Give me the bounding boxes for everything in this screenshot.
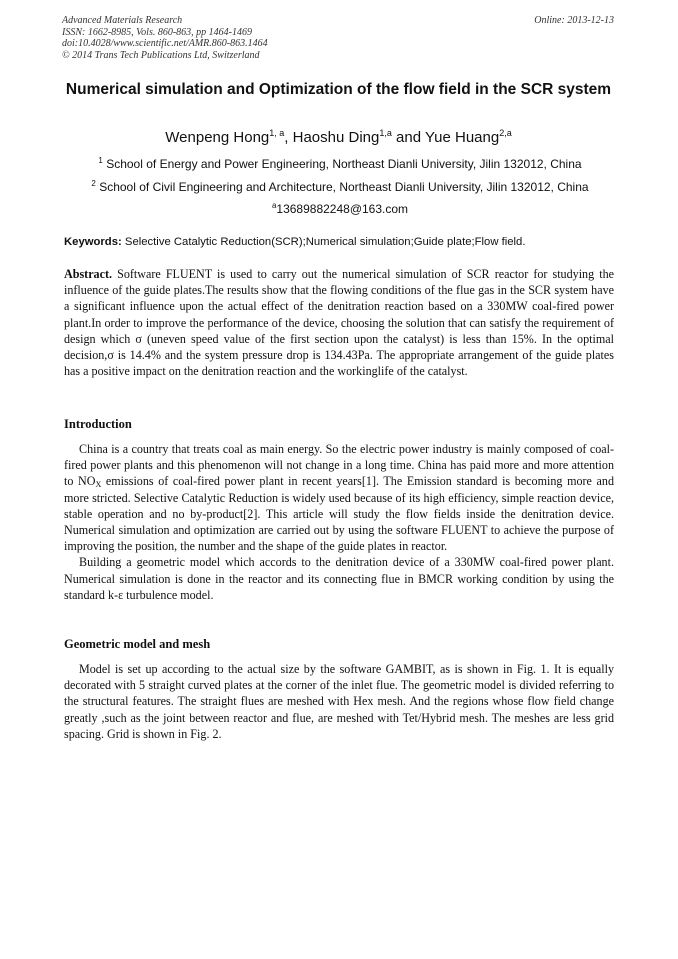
journal-doi: doi:10.4028/www.scientific.net/AMR.860-863.1464 <box>62 38 268 50</box>
affiliation-mark: 1 <box>98 156 103 165</box>
author-separator: , <box>284 129 293 146</box>
author-affiliation-mark: 1,a <box>379 128 392 138</box>
author-separator: and <box>391 129 425 146</box>
journal-header <box>62 15 268 61</box>
author-name: Haoshu Ding <box>292 129 380 146</box>
paragraph <box>64 441 614 554</box>
journal-name: Advanced Materials Research <box>62 15 183 26</box>
paragraph-text: China is a country that treats coal as main energy. So the electric power industry is mainly composed of coal-fired power plants and this phenomenon will not change in a long time. China has paid more and more attention to NO <box>64 442 614 489</box>
affiliation-mark: 2 <box>91 179 96 188</box>
paragraph-text: emissions of coal-fired power plant in recent years[1]. The Emission standard is becoming more and more stricted. Selective Catalytic Reduction is widely used because of its high efficiency, simple reaction device, stable operation and no by-product[2]. This article will study the flow fields inside the denitration device. Numerical simulation and optimization are carried out by using the software FLUENT to achieve the purpose of improving the position, the number and the shape of the guide plates in reactor. <box>64 474 614 554</box>
author-list <box>62 129 615 146</box>
introduction-body <box>64 441 614 603</box>
subscript: X <box>95 480 102 490</box>
affiliation-email <box>40 202 640 216</box>
geometric-body <box>64 661 614 742</box>
journal-copyright: © 2014 Trans Tech Publications Ltd, Switzerland <box>62 49 260 61</box>
paragraph: Building a geometric model which accords to the denitration device of a 330MW coal-fired power plant. Numerical simulation is done in the reactor and its connecting flue in BMCR working condition by using the standard k-ε turbulence model. <box>64 555 614 602</box>
paper-title: Numerical simulation and Optimization of the flow field in the SCR system <box>65 81 612 98</box>
section-heading-geometric-model: Geometric model and mesh <box>64 637 211 651</box>
author-name: Wenpeng Hong <box>165 129 270 146</box>
affiliation-1 <box>40 157 640 171</box>
email-text: 13689882248@163.com <box>276 202 409 216</box>
abstract-text: Software FLUENT is used to carry out the numerical simulation of SCR reactor for studying the influence of the guide plates.The results show that the flowing conditions of the flue gas in the SCR system have a significant influence upon the actual effect of the denitration reaction based on a 330MW coal-fired power plant.In order to improve the performance of the device, choosing the solution that can satisfy the requirement of design which σ (uneven speed value of the first section upon the catalyst) is less than 15%. In the optimal decision,σ is 14.4% and the system pressure drop is 134.43Pa. The appropriate arrangement of the guide plates has a positive impact on the denitration reaction and the workinglife of the catalyst. <box>64 267 614 379</box>
author-affiliation-mark: 2,a <box>499 128 512 138</box>
affiliation-mark: a <box>271 201 277 210</box>
paragraph: Model is set up according to the actual size by the software GAMBIT, as is shown in Fig. 1. It is equally decorated with 5 straight curved plates at the corner of the inlet flue. The geometric model is divided referring to the structural features. The straight flues are meshed with Hex mesh. And the regions whose flow field change greatly ,such as the joint between reactor and flue, are meshed with Tet/Hybrid mesh. The meshes are less grid spacing. Grid is shown in Fig. 2. <box>64 662 614 741</box>
author-name: Yue Huang <box>424 129 500 146</box>
online-date: Online: 2013-12-13 <box>534 15 614 26</box>
affiliation-2 <box>40 180 640 194</box>
section-heading-introduction: Introduction <box>64 417 132 431</box>
abstract-label: Abstract. <box>64 267 113 281</box>
affiliation-text: School of Civil Engineering and Architecture, Northeast Dianli University, Jilin 132012, China <box>99 180 589 194</box>
keywords-text: Selective Catalytic Reduction(SCR);Numerical simulation;Guide plate;Flow field. <box>124 236 526 248</box>
keywords <box>64 236 624 248</box>
author-affiliation-mark: 1, a <box>269 128 285 138</box>
affiliation-text: School of Energy and Power Engineering, Northeast Dianli University, Jilin 132012, China <box>106 157 582 171</box>
journal-issn: ISSN: 1662-8985, Vols. 860-863, pp 1464-1469 <box>62 26 252 38</box>
keywords-label: Keywords: <box>64 236 122 248</box>
abstract <box>64 266 614 379</box>
